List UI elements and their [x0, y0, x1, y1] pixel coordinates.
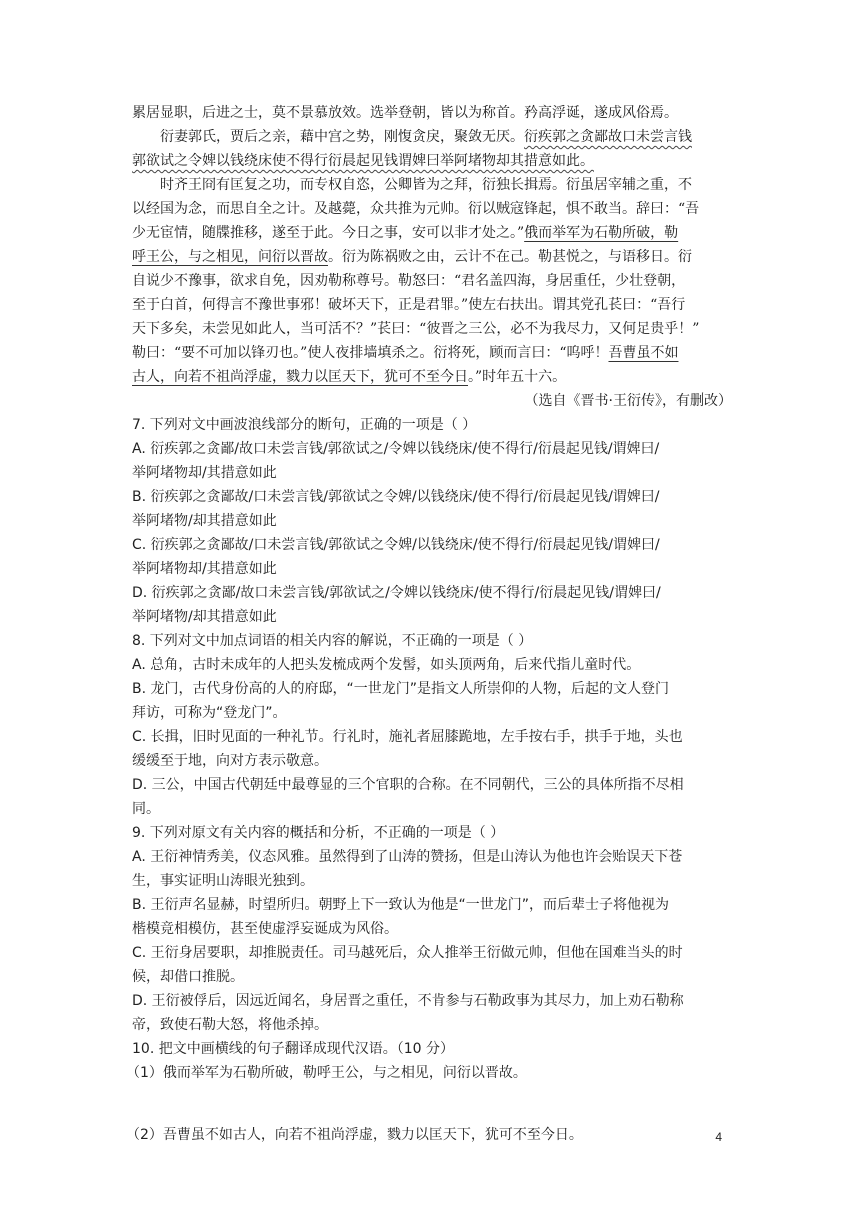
wavy-underlined-text: 郭欲试之令婢以钱绕床使不得行衍晨起见钱谓婢曰举阿堵物却其措意如此。 [132, 153, 594, 169]
option-d-cont: 举阿堵物/却其措意如此 [132, 609, 277, 625]
option-b: B. 王衍声名显赫，时望所归。朝野上下一致认为他是“一世龙门”，而后辈士子将他视为 [132, 897, 670, 913]
option-d: D. 王衍被俘后，因远近闻名，身居晋之重任，不肯参与石勒政事为其尽力，加上劝石勒称 [132, 993, 684, 1009]
passage-line [132, 368, 732, 386]
passage-line [132, 248, 732, 266]
question-9: 9. 下列对原文有关内容的概括和分析，不正确的一项是（ ） [132, 825, 505, 841]
passage-line [160, 176, 760, 194]
page-number: 4 [715, 1130, 722, 1144]
passage-text: 至于白首，何得言不豫世事邪！破坏天下，正是君罪。”使左右扶出。谓其党孔苌曰：“吾行 [132, 297, 686, 313]
translation-item-2: （2）吾曹虽不如古人，向若不祖尚浮虚，戮力以匡天下，犹可不至今日。 [126, 1127, 583, 1143]
passage-text: 。”时年五十六。 [468, 369, 567, 385]
citation-text: （选自《晋书·王衍传》，有删改） [524, 393, 732, 409]
underlined-sentence: 俄而举军为石勒所破，勒 [524, 225, 679, 241]
passage-text: 时齐王冏有匡复之功，而专权自恣，公卿皆为之拜，衍独长揖焉。衍虽居宰辅之重，不 [160, 177, 692, 193]
passage-text: 天下多矣，未尝见如此人，当可活不？”苌曰：“彼晋之三公，必不为我尽力，又何足贵乎！” [132, 321, 700, 337]
option-c: C. 长揖，旧时见面的一种礼节。行礼时，施礼者屈膝跪地，左手按右手，拱手于地，头也 [132, 729, 683, 745]
underlined-sentence: 古人，向若不祖尚浮虚，戮力以匡天下，犹可不至今日 [132, 369, 468, 385]
source-citation [525, 392, 732, 410]
option-b: B. 衍疾郭之贪鄙故/口未尝言钱/郭欲试之令婢/以钱绕床/使不得行/衍晨起见钱/谓婢曰/ [132, 489, 660, 505]
question-10: 10. 把文中画横线的句子翻译成现代汉语。（10 分） [132, 1041, 454, 1057]
translation-item-1: （1）俄而举军为石勒所破，勒呼王公，与之相见，问衍以晋故。 [126, 1065, 527, 1081]
passage-line [132, 152, 732, 170]
wavy-underlined-text: 衍疾郭之贪鄙故口未尝言钱 [524, 129, 692, 145]
option-d-cont: 帝，致使石勒大怒，将他杀掉。 [132, 1017, 328, 1033]
passage-line [132, 200, 732, 218]
option-a-cont: 举阿堵物却/其措意如此 [132, 465, 277, 481]
passage-line [132, 320, 732, 338]
option-d-cont: 同。 [132, 801, 160, 817]
passage-line [160, 128, 760, 146]
passage-line [132, 272, 732, 290]
passage-text: 自说少不豫事，欲求自免，因劝勒称尊号。勒怒曰：“君名盖四海，身居重任，少壮登朝， [132, 273, 686, 289]
passage-text: 。衍为陈祸败之由，云计不在己。勒甚悦之，与语移日。衍 [328, 249, 692, 265]
option-a: A. 总角，古时未成年的人把头发梳成两个发髻，如头顶两角，后来代指儿童时代。 [132, 657, 641, 673]
question-8: 8. 下列对文中加点词语的相关内容的解说，不正确的一项是（ ） [132, 633, 533, 649]
option-d: D. 三公，中国古代朝廷中最尊显的三个官职的合称。在不同朝代，三公的具体所指不尽相 [132, 777, 684, 793]
underlined-sentence: 吾曹虽不如 [608, 345, 679, 361]
option-c: C. 王衍身居要职，却推脱责任。司马越死后，众人推举王衍做元帅，但他在国难当头的时 [132, 945, 683, 961]
option-a: A. 衍疾郭之贪鄙/故口未尝言钱/郭欲试之/令婢以钱绕床/使不得行/衍晨起见钱/谓婢曰/ [132, 441, 660, 457]
option-b-cont: 拜访，可称为“登龙门”。 [132, 705, 287, 721]
passage-text: 累居显职，后进之士，莫不景慕放效。选举登朝，皆以为称首。矜高浮诞，遂成风俗焉。 [132, 105, 678, 121]
passage-line [132, 296, 732, 314]
option-a-cont: 生，事实证明山涛眼光独到。 [132, 873, 314, 889]
passage-line [132, 224, 732, 242]
option-d: D. 衍疾郭之贪鄙/故口未尝言钱/郭欲试之/令婢以钱绕床/使不得行/衍晨起见钱/谓婢曰/ [132, 585, 661, 601]
option-b-cont: 举阿堵物/却其措意如此 [132, 513, 277, 529]
passage-text: 以经国为念，而思自全之计。及越薨，众共推为元帅。衍以贼寇锋起，惧不敢当。辞曰：“吾 [132, 201, 700, 217]
passage-text: 衍妻郭氏，贾后之亲，藉中宫之势，刚愎贪戾，聚敛无厌。 [160, 129, 524, 145]
option-a: A. 王衍神情秀美，仪态风雅。虽然得到了山涛的赞扬，但是山涛认为他也许会贻误天下苍 [132, 849, 683, 865]
option-c-cont: 候，却借口推脱。 [132, 969, 244, 985]
option-b: B. 龙门，古代身份高的人的府邸，“一世龙门”是指文人所崇仰的人物，后起的文人登门 [132, 681, 670, 697]
passage-text: 少无宦情，随牒推移，遂至于此。今日之事，安可以非才处之。” [132, 225, 525, 241]
passage-text: 勒曰：“要不可加以锋刃也。”使人夜排墙填杀之。衍将死，顾而言曰：“呜呼！ [132, 345, 609, 361]
passage-line [132, 344, 732, 362]
passage-line [132, 104, 732, 122]
option-c: C. 衍疾郭之贪鄙故/口未尝言钱/郭欲试之令婢/以钱绕床/使不得行/衍晨起见钱/谓婢曰/ [132, 537, 660, 553]
option-c-cont: 举阿堵物却/其措意如此 [132, 561, 277, 577]
underlined-sentence: 呼王公，与之相见，问衍以晋故 [132, 249, 328, 265]
option-b-cont: 楷模竞相模仿，甚至使虚浮妄诞成为风俗。 [132, 921, 398, 937]
question-7: 7. 下列对文中画波浪线部分的断句，正确的一项是（ ） [132, 417, 477, 433]
option-c-cont: 缓缓至于地，向对方表示敬意。 [132, 753, 328, 769]
